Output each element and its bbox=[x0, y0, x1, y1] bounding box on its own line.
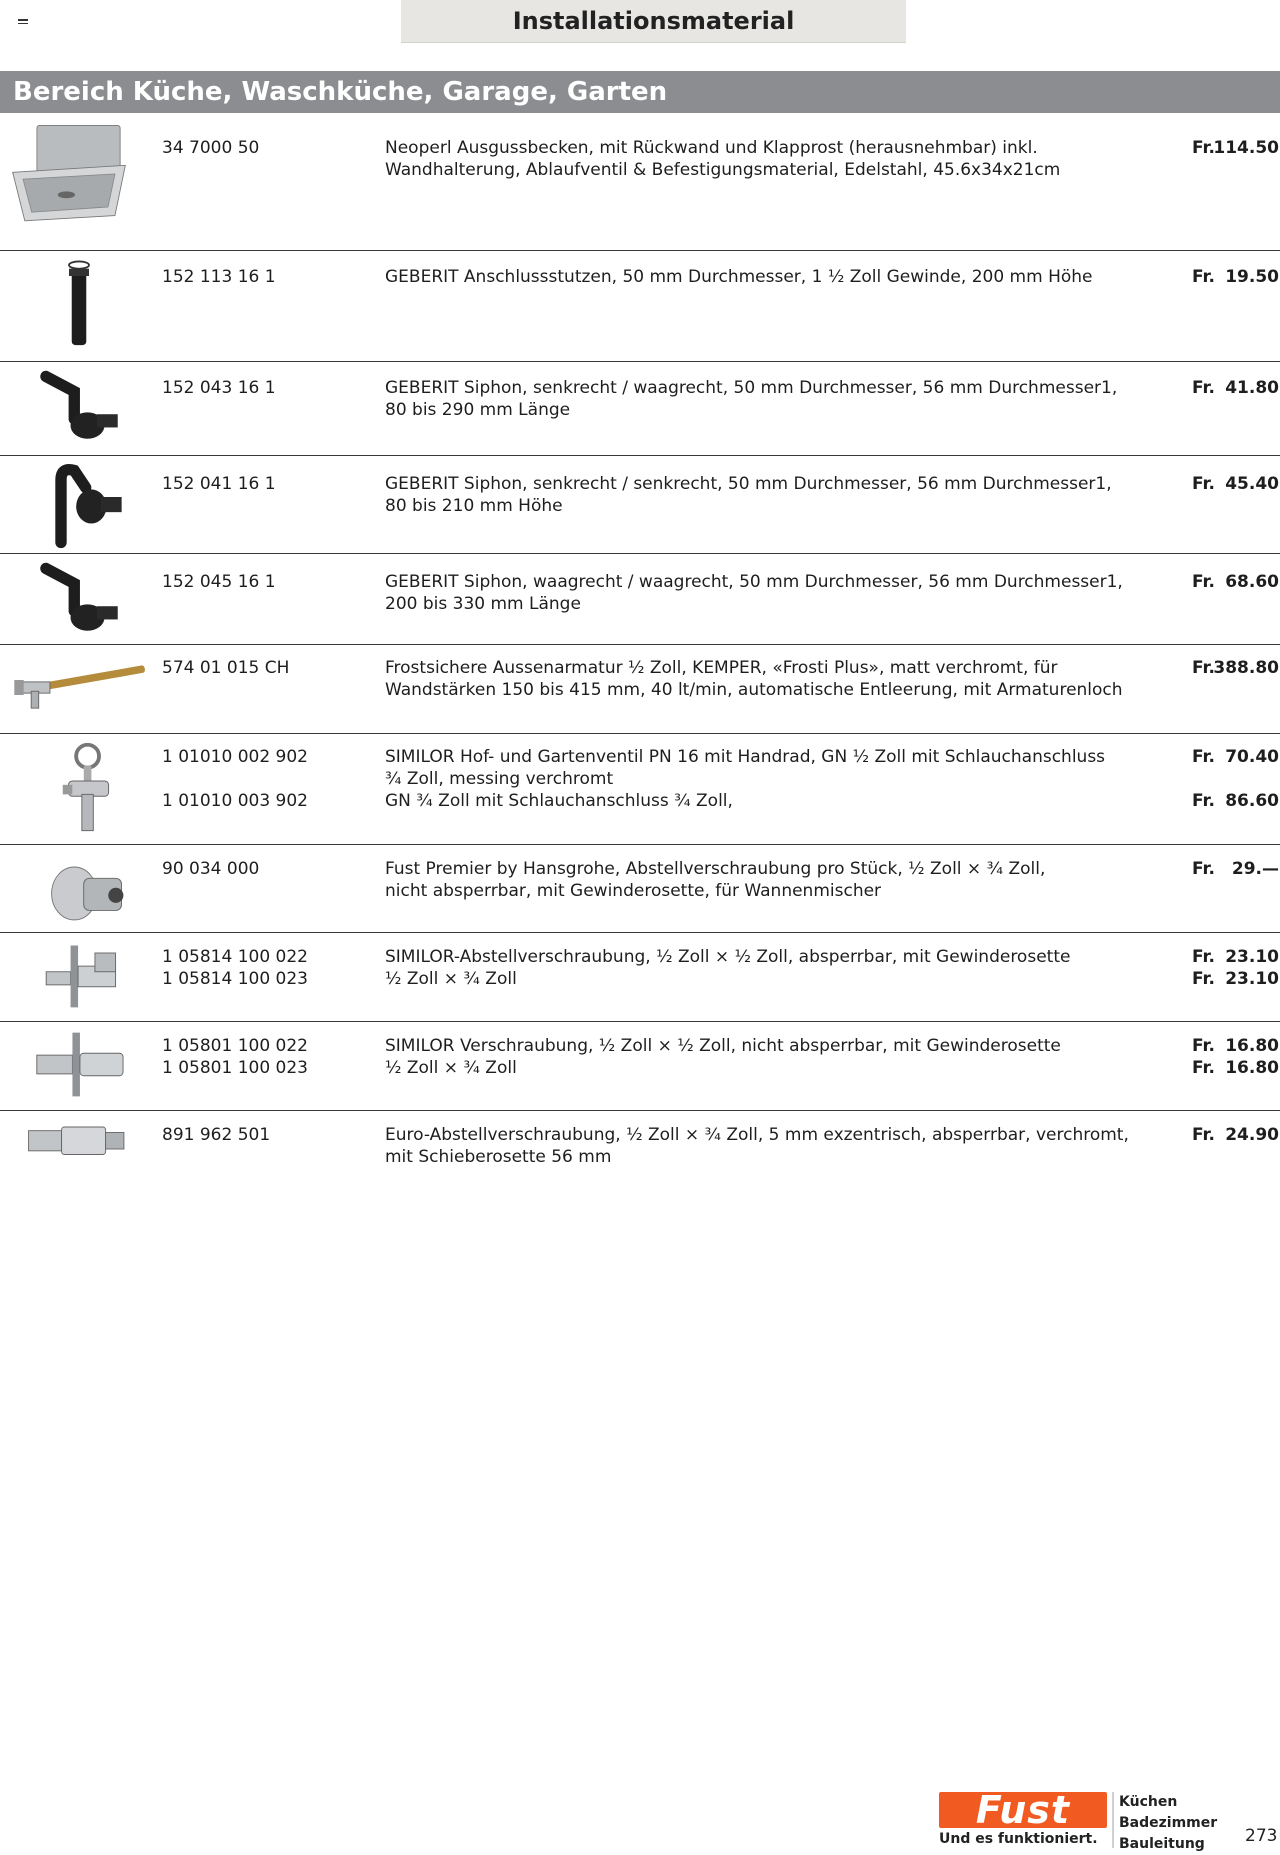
product-description: 80 bis 210 mm Höhe bbox=[385, 496, 563, 516]
product-line bbox=[162, 881, 1280, 903]
page-number: 273 bbox=[1245, 1826, 1278, 1846]
article-number: 1 05801 100 022 bbox=[162, 1036, 309, 1056]
product-row bbox=[0, 113, 1280, 251]
article-number: 152 113 16 1 bbox=[162, 267, 276, 287]
footer-tagline: Und es funktioniert. bbox=[939, 1831, 1098, 1847]
product-line bbox=[162, 1147, 1280, 1169]
product-description: SIMILOR Hof- und Gartenventil PN 16 mit Handrad, GN ½ Zoll mit Schlauchanschluss bbox=[385, 747, 1106, 767]
article-number: 34 7000 50 bbox=[162, 138, 260, 158]
price-amount: 29.— bbox=[1231, 859, 1279, 879]
price-currency: Fr. bbox=[1192, 859, 1215, 879]
product-description: ½ Zoll × ¾ Zoll bbox=[385, 969, 517, 989]
product-description: Fust Premier by Hansgrohe, Abstellverschraubung pro Stück, ½ Zoll × ¾ Zoll, bbox=[385, 859, 1046, 879]
product-image bbox=[4, 119, 154, 233]
price-amount: 24.90 bbox=[1225, 1125, 1279, 1145]
price-amount: 16.80 bbox=[1225, 1058, 1279, 1078]
article-number: 891 962 501 bbox=[162, 1125, 271, 1145]
product-description: GEBERIT Siphon, waagrecht / waagrecht, 50 mm Durchmesser, 56 mm Durchmesser1, bbox=[385, 572, 1123, 592]
product-description: Wandstärken 150 bis 415 mm, 40 lt/min, automatische Entleerung, mit Armaturenloch bbox=[385, 680, 1123, 700]
price-amount: 19.50 bbox=[1225, 267, 1279, 287]
menu-icon[interactable] bbox=[18, 19, 28, 27]
article-number: 1 01010 002 902 bbox=[162, 747, 309, 767]
product-image bbox=[4, 256, 154, 360]
product-line bbox=[162, 400, 1280, 422]
product-line bbox=[162, 138, 1280, 160]
article-number: 152 045 16 1 bbox=[162, 572, 276, 592]
product-description: Euro-Abstellverschraubung, ½ Zoll × ¾ Zoll, 5 mm exzentrisch, absperrbar, verchromt, bbox=[385, 1125, 1129, 1145]
product-description: Wandhalterung, Ablaufventil & Befestigungsmaterial, Edelstahl, 45.6x34x21cm bbox=[385, 160, 1061, 180]
price-currency: Fr. bbox=[1192, 1125, 1215, 1145]
product-line bbox=[162, 474, 1280, 496]
product-line bbox=[162, 572, 1280, 594]
product-row bbox=[0, 1021, 1280, 1111]
product-description: GEBERIT Siphon, senkrecht / senkrecht, 50 mm Durchmesser, 56 mm Durchmesser1, bbox=[385, 474, 1112, 494]
product-line bbox=[162, 747, 1280, 769]
product-description: ¾ Zoll, messing verchromt bbox=[385, 769, 614, 789]
price-amount: 70.40 bbox=[1225, 747, 1279, 767]
footer-divider bbox=[1112, 1792, 1114, 1848]
price-amount: 45.40 bbox=[1225, 474, 1279, 494]
price-currency: Fr. bbox=[1192, 572, 1215, 592]
product-description: 200 bis 330 mm Länge bbox=[385, 594, 581, 614]
price-currency: Fr. bbox=[1192, 267, 1215, 287]
article-number: 574 01 015 CH bbox=[162, 658, 290, 678]
product-line bbox=[162, 594, 1280, 616]
price-amount: 388.80 bbox=[1213, 658, 1279, 678]
product-description: Frostsichere Aussenarmatur ½ Zoll, KEMPER, «Frosti Plus», matt verchromt, für bbox=[385, 658, 1058, 678]
product-image bbox=[4, 461, 154, 555]
fust-logo-wordmark: Fust bbox=[939, 1790, 1107, 1830]
product-description: GN ¾ Zoll mit Schlauchanschluss ¾ Zoll, bbox=[385, 791, 733, 811]
product-description: mit Schieberosette 56 mm bbox=[385, 1147, 612, 1167]
product-row bbox=[0, 361, 1280, 456]
product-line bbox=[162, 680, 1280, 702]
price-currency: Fr. bbox=[1192, 378, 1215, 398]
product-image bbox=[4, 1027, 154, 1106]
product-line bbox=[162, 859, 1280, 881]
product-description: Neoperl Ausgussbecken, mit Rückwand und Klapprost (herausnehmbar) inkl. bbox=[385, 138, 1038, 158]
product-line bbox=[162, 1058, 1280, 1080]
product-row bbox=[0, 250, 1280, 362]
article-number: 1 05801 100 023 bbox=[162, 1058, 309, 1078]
product-image bbox=[4, 559, 154, 648]
price-amount: 41.80 bbox=[1225, 378, 1279, 398]
price-amount: 68.60 bbox=[1225, 572, 1279, 592]
section-title: Bereich Küche, Waschküche, Garage, Garten bbox=[0, 71, 1280, 113]
product-line bbox=[162, 791, 1280, 813]
product-line bbox=[162, 969, 1280, 991]
product-description: nicht absperrbar, mit Gewinderosette, für Wannenmischer bbox=[385, 881, 882, 901]
price-currency: Fr. bbox=[1192, 1036, 1215, 1056]
footer-categories bbox=[1119, 1792, 1217, 1855]
product-line bbox=[162, 378, 1280, 400]
price-currency: Fr. bbox=[1192, 947, 1215, 967]
product-line bbox=[162, 769, 1280, 791]
price-currency: Fr. bbox=[1192, 138, 1215, 158]
product-line bbox=[162, 160, 1280, 182]
product-image bbox=[4, 650, 154, 729]
page-title: Installationsmaterial bbox=[401, 0, 906, 43]
article-number: 1 05814 100 023 bbox=[162, 969, 309, 989]
product-description: SIMILOR-Abstellverschraubung, ½ Zoll × ½ Zoll, absperrbar, mit Gewinderosette bbox=[385, 947, 1071, 967]
article-number: 152 043 16 1 bbox=[162, 378, 276, 398]
product-row bbox=[0, 932, 1280, 1022]
product-row bbox=[0, 644, 1280, 734]
product-row bbox=[0, 553, 1280, 645]
product-description: GEBERIT Anschlussstutzen, 50 mm Durchmesser, 1 ½ Zoll Gewinde, 200 mm Höhe bbox=[385, 267, 1093, 287]
product-line bbox=[162, 267, 1280, 289]
product-line bbox=[162, 1036, 1280, 1058]
product-row bbox=[0, 455, 1280, 554]
product-description: 80 bis 290 mm Länge bbox=[385, 400, 571, 420]
price-amount: 114.50 bbox=[1213, 138, 1279, 158]
price-currency: Fr. bbox=[1192, 658, 1215, 678]
product-line bbox=[162, 947, 1280, 969]
product-row bbox=[0, 844, 1280, 933]
article-number: 90 034 000 bbox=[162, 859, 260, 879]
price-currency: Fr. bbox=[1192, 969, 1215, 989]
product-description: SIMILOR Verschraubung, ½ Zoll × ½ Zoll, nicht absperrbar, mit Gewinderosette bbox=[385, 1036, 1061, 1056]
product-line bbox=[162, 658, 1280, 680]
price-amount: 23.10 bbox=[1225, 947, 1279, 967]
product-image bbox=[4, 938, 154, 1017]
article-number: 152 041 16 1 bbox=[162, 474, 276, 494]
product-line bbox=[162, 1125, 1280, 1147]
product-row bbox=[0, 733, 1280, 845]
product-row bbox=[0, 1110, 1280, 1178]
price-amount: 23.10 bbox=[1225, 969, 1279, 989]
product-image bbox=[4, 739, 154, 848]
price-amount: 16.80 bbox=[1225, 1036, 1279, 1056]
product-line bbox=[162, 496, 1280, 518]
product-description: ½ Zoll × ¾ Zoll bbox=[385, 1058, 517, 1078]
fust-logo bbox=[937, 1790, 1107, 1848]
footer-category: Küchen bbox=[1119, 1794, 1178, 1810]
price-currency: Fr. bbox=[1192, 747, 1215, 767]
footer-category: Badezimmer bbox=[1119, 1815, 1218, 1831]
footer-category: Bauleitung bbox=[1119, 1836, 1205, 1852]
price-currency: Fr. bbox=[1192, 1058, 1215, 1078]
article-number: 1 01010 003 902 bbox=[162, 791, 309, 811]
price-currency: Fr. bbox=[1192, 791, 1215, 811]
article-number: 1 05814 100 022 bbox=[162, 947, 309, 967]
product-image bbox=[4, 367, 154, 456]
product-description: GEBERIT Siphon, senkrecht / waagrecht, 50 mm Durchmesser, 56 mm Durchmesser1, bbox=[385, 378, 1118, 398]
price-currency: Fr. bbox=[1192, 474, 1215, 494]
product-image bbox=[4, 850, 154, 939]
price-amount: 86.60 bbox=[1225, 791, 1279, 811]
product-image bbox=[4, 1116, 154, 1175]
